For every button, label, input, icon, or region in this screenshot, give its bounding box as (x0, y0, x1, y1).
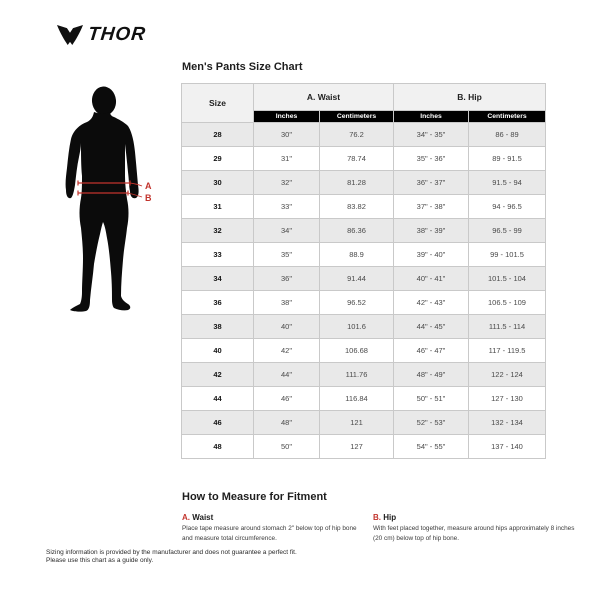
waist-inches-cell: 33" (254, 195, 320, 219)
measure-waist-letter: A. (182, 513, 190, 522)
table-row (182, 387, 546, 411)
hip-inches-cell: 35" - 36" (394, 147, 469, 171)
hip-centimeters-header: Centimeters (469, 111, 546, 123)
size-cell: 36 (182, 291, 254, 315)
hip-centimeters-cell: 101.5 - 104 (469, 267, 546, 291)
measure-waist-column (182, 513, 366, 544)
waist-inches-cell: 44" (254, 363, 320, 387)
size-column-header: Size (182, 84, 254, 123)
measure-hip-text: With feet placed together, measure around hips approximately 8 inches (20 cm) below top of hip bone. (373, 525, 575, 542)
waist-centimeters-cell: 96.52 (320, 291, 394, 315)
waist-centimeters-cell: 127 (320, 435, 394, 459)
size-cell: 34 (182, 267, 254, 291)
waist-centimeters-cell: 76.2 (320, 123, 394, 147)
hip-centimeters-cell: 106.5 - 109 (469, 291, 546, 315)
hip-inches-cell: 37" - 38" (394, 195, 469, 219)
measure-section-heading: How to Measure for Fitment (182, 491, 327, 503)
table-group-header-row (182, 84, 546, 111)
size-cell: 33 (182, 243, 254, 267)
table-row (182, 123, 546, 147)
waist-centimeters-cell: 116.84 (320, 387, 394, 411)
hip-centimeters-cell: 91.5 - 94 (469, 171, 546, 195)
waist-inches-cell: 36" (254, 267, 320, 291)
hip-inches-cell: 38" - 39" (394, 219, 469, 243)
hip-centimeters-cell: 137 - 140 (469, 435, 546, 459)
waist-inches-header: Inches (254, 111, 320, 123)
size-chart-table (181, 83, 546, 459)
table-row (182, 267, 546, 291)
waist-inches-cell: 30" (254, 123, 320, 147)
hip-inches-cell: 54" - 55" (394, 435, 469, 459)
waist-centimeters-cell: 101.6 (320, 315, 394, 339)
size-cell: 32 (182, 219, 254, 243)
disclaimer-line-1: Sizing information is provided by the manufacturer and does not guarantee a perfect fit. (46, 549, 297, 556)
hip-line-label: B (145, 193, 152, 203)
waist-inches-cell: 46" (254, 387, 320, 411)
size-cell: 28 (182, 123, 254, 147)
waist-centimeters-cell: 106.68 (320, 339, 394, 363)
waist-centimeters-cell: 111.76 (320, 363, 394, 387)
hip-centimeters-cell: 117 - 119.5 (469, 339, 546, 363)
hip-inches-cell: 39" - 40" (394, 243, 469, 267)
disclaimer-line-2: Please use this chart as a guide only. (46, 556, 154, 564)
hip-inches-header: Inches (394, 111, 469, 123)
waist-centimeters-cell: 81.28 (320, 171, 394, 195)
measure-waist-title: Waist (192, 513, 214, 522)
hip-centimeters-cell: 96.5 - 99 (469, 219, 546, 243)
hip-centimeters-cell: 111.5 - 114 (469, 315, 546, 339)
hip-centimeters-cell: 86 - 89 (469, 123, 546, 147)
size-cell: 30 (182, 171, 254, 195)
brand-logo (57, 24, 146, 46)
hip-inches-cell: 36" - 37" (394, 171, 469, 195)
table-row (182, 339, 546, 363)
waist-inches-cell: 35" (254, 243, 320, 267)
waist-inches-cell: 34" (254, 219, 320, 243)
table-row (182, 171, 546, 195)
fitment-figure (58, 86, 162, 316)
hip-inches-cell: 44" - 45" (394, 315, 469, 339)
thor-horns-icon (57, 24, 83, 46)
size-cell: 29 (182, 147, 254, 171)
size-cell: 38 (182, 315, 254, 339)
measure-waist-label (182, 513, 366, 522)
waist-inches-cell: 42" (254, 339, 320, 363)
disclaimer (46, 549, 297, 564)
measure-hip-column (373, 513, 579, 544)
table-row (182, 219, 546, 243)
table-row (182, 291, 546, 315)
hip-inches-cell: 52" - 53" (394, 411, 469, 435)
brand-wordmark: THOR (86, 24, 147, 45)
waist-inches-cell: 32" (254, 171, 320, 195)
measure-waist-text: Place tape measure around stomach 2" below top of hip bone and measure total circumference. (182, 525, 357, 542)
waist-inches-cell: 40" (254, 315, 320, 339)
size-table-body (182, 123, 546, 459)
waist-inches-cell: 38" (254, 291, 320, 315)
hip-inches-cell: 40" - 41" (394, 267, 469, 291)
waist-group-header: A. Waist (254, 84, 394, 111)
hip-inches-cell: 48" - 49" (394, 363, 469, 387)
hip-centimeters-cell: 99 - 101.5 (469, 243, 546, 267)
waist-centimeters-cell: 91.44 (320, 267, 394, 291)
page-title: Men's Pants Size Chart (182, 61, 303, 73)
size-cell: 48 (182, 435, 254, 459)
size-cell: 46 (182, 411, 254, 435)
waist-centimeters-cell: 83.82 (320, 195, 394, 219)
measure-hip-letter: B. (373, 513, 381, 522)
size-cell: 40 (182, 339, 254, 363)
table-row (182, 147, 546, 171)
waist-centimeters-cell: 78.74 (320, 147, 394, 171)
hip-centimeters-cell: 94 - 96.5 (469, 195, 546, 219)
hip-centimeters-cell: 132 - 134 (469, 411, 546, 435)
hip-inches-cell: 50" - 51" (394, 387, 469, 411)
hip-inches-cell: 46" - 47" (394, 339, 469, 363)
hip-group-header: B. Hip (394, 84, 546, 111)
size-cell: 44 (182, 387, 254, 411)
table-row (182, 411, 546, 435)
waist-inches-cell: 50" (254, 435, 320, 459)
waist-centimeters-header: Centimeters (320, 111, 394, 123)
male-silhouette-illustration (58, 86, 162, 316)
measure-hip-label (373, 513, 579, 522)
waist-inches-cell: 31" (254, 147, 320, 171)
hip-inches-cell: 34" - 35" (394, 123, 469, 147)
hip-centimeters-cell: 127 - 130 (469, 387, 546, 411)
waist-centimeters-cell: 121 (320, 411, 394, 435)
measure-hip-title: Hip (383, 513, 397, 522)
waist-line-label: A (145, 181, 152, 191)
table-row (182, 363, 546, 387)
table-row (182, 435, 546, 459)
table-row (182, 195, 546, 219)
hip-centimeters-cell: 122 - 124 (469, 363, 546, 387)
hip-centimeters-cell: 89 - 91.5 (469, 147, 546, 171)
waist-inches-cell: 48" (254, 411, 320, 435)
table-row (182, 315, 546, 339)
waist-centimeters-cell: 88.9 (320, 243, 394, 267)
waist-centimeters-cell: 86.36 (320, 219, 394, 243)
hip-inches-cell: 42" - 43" (394, 291, 469, 315)
size-cell: 31 (182, 195, 254, 219)
table-row (182, 243, 546, 267)
size-cell: 42 (182, 363, 254, 387)
